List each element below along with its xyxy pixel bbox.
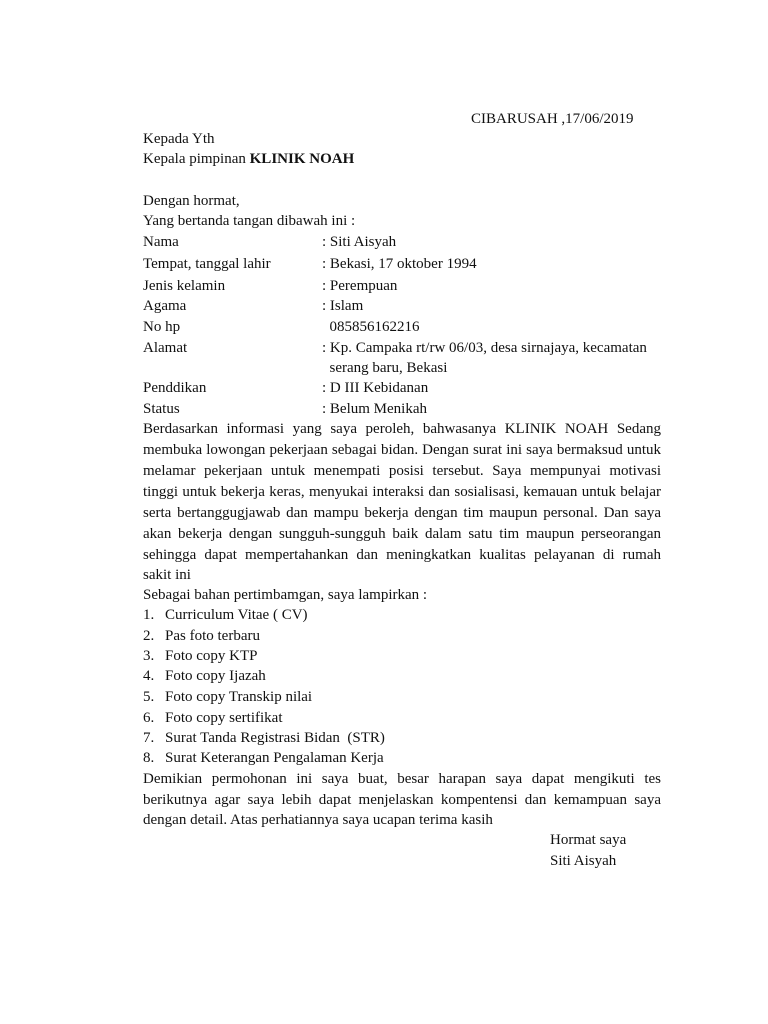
list-item: Foto copy KTP — [165, 648, 258, 664]
field-value-alamat: : Kp. Campaka rt/rw 06/03, desa sirnajaya, kecamatan — [322, 340, 647, 356]
signature-name: Siti Aisyah — [550, 853, 617, 869]
body-line: sehingga dapat mempertahankan dan meningkatkan kualitas pelayanan di rumah — [143, 547, 661, 563]
list-item-number: 7. — [143, 730, 155, 746]
body-line: membuka lowongan pekerjaan sebagai bidan. Dengan surat ini saya bermaksud untuk — [143, 442, 661, 458]
field-value-jenis-kelamin: : Perempuan — [322, 278, 398, 294]
list-item: Surat Tanda Registrasi Bidan (STR) — [165, 730, 385, 746]
field-label-alamat: Alamat — [143, 340, 188, 356]
closing-line: berikutnya agar saya lebih dapat menjelaskan kompentensi dan kemampuan saya — [143, 792, 661, 808]
list-item: Foto copy Ijazah — [165, 668, 266, 684]
field-value-no-hp: 085856162216 — [322, 319, 420, 335]
closing-line: Demikian permohonan ini saya buat, besar harapan saya dapat mengikuti tes — [143, 771, 661, 787]
field-value-agama: : Islam — [322, 298, 364, 314]
greeting: Dengan hormat, — [143, 193, 240, 209]
recipient-line2 — [143, 149, 354, 169]
list-item: Foto copy Transkip nilai — [165, 689, 313, 705]
field-value-alamat-cont: serang baru, Bekasi — [322, 360, 448, 376]
list-item-number: 1. — [143, 607, 155, 623]
field-label-pendidikan: Penddikan — [143, 380, 207, 396]
field-label-no-hp: No hp — [143, 319, 181, 335]
list-item: Surat Keterangan Pengalaman Kerja — [165, 750, 384, 766]
field-label-ttl: Tempat, tanggal lahir — [143, 256, 271, 272]
list-item: Curriculum Vitae ( CV) — [165, 607, 308, 623]
field-value-status: : Belum Menikah — [322, 401, 427, 417]
body-line: Berdasarkan informasi yang saya peroleh, bahwasanya KLINIK NOAH Sedang — [143, 421, 661, 437]
field-value-nama: : Siti Aisyah — [322, 234, 397, 250]
field-value-pendidikan: : D III Kebidanan — [322, 380, 429, 396]
closing-line: dengan detail. Atas perhatiannya saya ucapan terima kasih — [143, 812, 493, 828]
list-item-number: 6. — [143, 710, 155, 726]
list-item-number: 5. — [143, 689, 155, 705]
list-item-number: 8. — [143, 750, 155, 766]
field-label-status: Status — [143, 401, 180, 417]
field-value-ttl: : Bekasi, 17 oktober 1994 — [322, 256, 477, 272]
list-item: Foto copy sertifikat — [165, 710, 283, 726]
recipient-line1: Kepada Yth — [143, 131, 215, 147]
body-line: tinggi untuk bekerja keras, menyukai interaksi dan sosialisasi, kemauan untuk belajar — [143, 484, 661, 500]
field-label-nama: Nama — [143, 234, 179, 250]
signoff: Hormat saya — [550, 832, 627, 848]
field-label-jenis-kelamin: Jenis kelamin — [143, 278, 226, 294]
body-line: serta bertanggugjawab dan mampu bekerja dengan tim maupun personal. Dan saya — [143, 505, 661, 521]
recipient-company: KLINIK NOAH — [249, 151, 355, 167]
field-label-agama: Agama — [143, 298, 187, 314]
body-line: melamar pekerjaan untuk menempati posisi tersebut. Saya mempunyai motivasi — [143, 463, 661, 479]
intro-line: Yang bertanda tangan dibawah ini : — [143, 213, 356, 229]
list-item: Pas foto terbaru — [165, 628, 260, 644]
list-item-number: 4. — [143, 668, 155, 684]
list-item-number: 3. — [143, 648, 155, 664]
recipient-title: Kepala pimpinan — [143, 151, 250, 167]
body-line: akan bekerja dengan sungguh-sungguh baik dalam satu tim maupun perseorangan — [143, 526, 661, 542]
attachments-intro: Sebagai bahan pertimbamgan, saya lampirkan : — [143, 587, 428, 603]
list-item-number: 2. — [143, 628, 155, 644]
body-line: sakit ini — [143, 567, 191, 583]
place-date: CIBARUSAH ,17/06/2019 — [471, 111, 634, 127]
